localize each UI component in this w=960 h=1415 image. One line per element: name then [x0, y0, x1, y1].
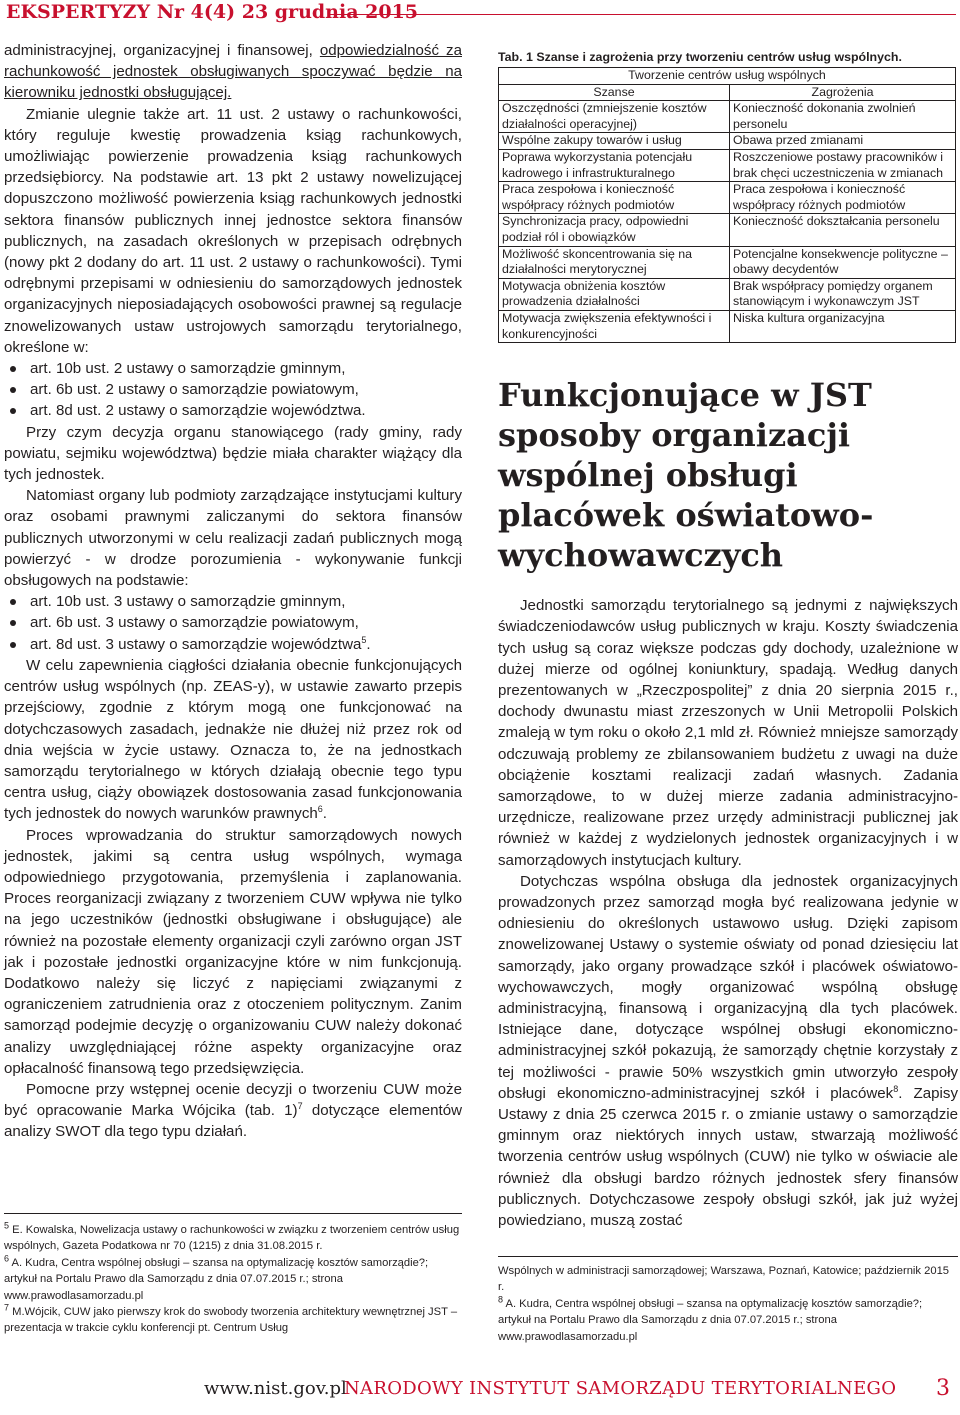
header-rule [330, 14, 956, 15]
swot-table [498, 67, 956, 343]
paragraph-5-text: W celu zapewnienia ciągłości działania obecnie funkcjonujących centrów usług wspólnych (np. ZEAS-y), w ustawie zawarto przepis przejściowy, zgodnie z którym mogą one funkcjonować na dotychczasowych zasadach, jednakże nie dłużej niż przez rok od dnia wejścia w życie ustawy. Oznacza to, że na jednostkach samorządu terytorialnego w których działają obecnie tego typu centra usług, ciąży obowiązek dostosowania zasad funkcjonowania tych jednostek do nowych warunków prawnych [4, 656, 462, 823]
paragraph-right-1: Jednostki samorządu terytorialnego są jednymi z największych świadczeniodawców usług publicznych w kraju. Koszty świadczenia tych usług są coraz większe podczas gdy dochody, uzależnione w dużej mierze od ogólnej koniunktury, spadają. Według danych prezentowanych w „Rzeczpospolitej” z dnia 20 sierpnia 2015 r., dochody dwunastu miast zrzeszonych w Unii Metropolii Polskich zmaleją w tym roku o około 2,1 mld zł. Również mniejsze samorządy odczuwają problemy ze zbilansowaniem budżetu z uwagi na duże obciążenie kosztami realizacji zadań własnych. Zadania samorządowe, to w dużej mierze zadania administracyjno-urzędnicze, realizowane przez urzędy administracji publicznej jak również w każdej z wydzielonych jednostek organizacyjnych i w samorządowych instytucjach kultury. [498, 597, 958, 869]
left-column [4, 40, 462, 1143]
table-row [499, 182, 956, 214]
paragraph-6: Proces wprowadzania do struktur samorządowych nowych jednostek, jakimi są centra usług wspólnych, wymaga odpowiedniego przygotowania, przemyślenia i zaplanowania. Proces reorganizacji związany z tworzeniem CUW wpływa nie tylko na jego uczestników (jednostki obsługiwane i obsługujące) ale również na pozostałe elementy organizacji czyli zarówno organ JST jak i pozostałe jednostki organizacyjne które w nim funkcjonują. Dodatkowo należy się liczyć z napięciami związanymi z ograniczeniem zatrudnienia oraz z otoczeniem politycznym. Zanim samorząd podejmie decyzję o organizowaniu CUW należy dokonać analizy uwzględniającej różne aspekty organizacyjne oraz opłacalność finansową tego przedsięwzięcia. [4, 826, 462, 1077]
footnote-number: 8 [498, 1294, 504, 1305]
list-item [8, 634, 462, 655]
table-column-header-row [499, 84, 956, 101]
footnote-number: 6 [4, 1253, 10, 1264]
footnote-text: E. Kowalska, Nowelizacja ustawy o rachunkowości w związku z tworzeniem centrów usług wspólnych, Gazeta Podatkowa nr 70 (1215) z dnia 31.08.2015 r. [4, 1224, 460, 1253]
table-row [499, 310, 956, 342]
table-cell: Oszczędności (zmniejszenie kosztów działalności operacyjnej) [499, 101, 730, 133]
table-row [499, 278, 956, 310]
legal-basis-list-2 [4, 591, 462, 655]
table-cell: Motywacja obniżenia kosztów prowadzenia działalności [499, 278, 730, 310]
footer-url: www.nist.gov.pl [204, 1378, 347, 1399]
table-cell: Brak współpracy pomiędzy organem stanowiącym i wykonawczym JST [730, 278, 956, 310]
paragraph-4: Natomiast organy lub podmioty zarządzające instytucjami kultury oraz osobami prawnymi zaliczanymi do sektora finansów publicznych utworzonymi w celu realizacji zadań publicznych mogą powierzyć - w drodze porozumienia - wykonywanie funkcji obsługowych na podstawie: [4, 487, 462, 590]
footnote-text: A. Kudra, Centra wspólnej obsługi – szansa na optymalizację kosztów samorządie?; artykuł na Portalu Prawo dla Samorządu z dnia 07.07.2015 r.; strona www.prawodlasamorzadu.pl [4, 1256, 429, 1302]
table-cell: Konieczność dokształcania personelu [730, 214, 956, 246]
table-cell: Synchronizacja pracy, odpowiedni podział ról i obowiązków [499, 214, 730, 246]
footnote-ref: 8 [893, 1083, 899, 1094]
table-cell: Praca zespołowa i konieczność współpracy różnych podmiotów [499, 182, 730, 214]
table-row [499, 214, 956, 246]
table-cell: Poprawa wykorzystania potencjału kadrowego i infrastrukturalnego [499, 149, 730, 181]
footer-organization: NARODOWY INSTYTUT SAMORZĄDU TERYTORIALNEGO [344, 1378, 897, 1399]
paragraph-2: Zmianie ulegnie także art. 11 ust. 2 ustawy o rachunkowości, który reguluje kwestię prowadzenia ksiąg rachunkowych, umożliwiając powierzenie prowadzenia ksiąg rachunkowych przedsiębiorcy. Na podstawie art. 13 pkt 2 ustawy nowelizującej dopuszczono możliwość powierzenia ksiąg rachunkowych jednostki sektora finansów publicznych innej jednostce sektora finansów publicznych, na zasadach określonych w przepisach odrębnych (nowy pkt 2 dodany do art. 11 ust. 2 ustawy o rachunkowości). Tymi odrębnymi przepisami w odniesieniu do samorządowych jednostek organizacyjnych nieposiadających osobowości prawnej są regulacje znowelizowanych ustaw ustrojowych samorządu terytorialnego, określone w: [4, 105, 462, 356]
paragraph-right-2-end: . Zapisy Ustawy z dnia 25 czerwca 2015 r. o zmianie ustawy o samorządzie gminnym oraz niektórych innych ustaw, stwarzają możliwość tworzenia centrów usług wspólnych (CUW) nie tylko w oświacie ale również dla obsługi bardzo różnych jednostek sfery finansów publicznych. Dotychczasowe zespoły obsługi szkół, jak już wyżej powiedziano, muszą zostać [498, 1084, 958, 1229]
footnote-ref: 6 [317, 804, 323, 815]
paragraph-1-underlined: odpowiedzialność za rachunkowość jednostek obsługiwanych spoczywać będzie na kierowniku jednostki obsługującej. [4, 42, 462, 102]
table-cell: Możliwość skoncentrowania się na działalności merytorycznej [499, 246, 730, 278]
footnote-continuation: Wspólnych w administracji samorządowej; Warszawa, Poznań, Katowice; październik 2015 r. [498, 1265, 950, 1294]
paragraph-right-2-text: Dotychczas wspólna obsługa dla jednostek organizacyjnych prowadzonych przez samorząd mogła być realizowana jedynie w odniesieniu do określonych ustawowo usług. Dzięki zapisom znowelizowanej Ustawy o systemie oświaty od ponad dziesięciu lat samorządy, jako organy prowadzące szkół i placówek oświatowo-wychowawczych, mogły organizować wspólną obsługę administracyjną, finansową i organizacyjną dla tych placówek. Istniejące dane, dotyczące wspólnej obsługi ekonomiczno-administracyjnej szkół pokazują, że samorządy chętnie korzystały z tej możliwości - prawie 50% wszystkich gmin utworzyło zespoły obsługi ekonomiczno-administracyjnej szkół i placówek [498, 872, 958, 1102]
paragraph-7 [4, 1079, 462, 1143]
page-header [0, 0, 960, 28]
table-row [499, 101, 956, 133]
footnote [4, 1304, 462, 1337]
paragraph-7-text: Pomocne przy wstępnej ocenie decyzji o tworzeniu CUW może być opracowanie Marka Wójcika (tab. 1) [4, 1080, 462, 1120]
right-body [498, 595, 958, 1231]
table-row [499, 149, 956, 181]
section-heading: Funkcjonujące w JST sposoby organizacji wspólnej obsługi placówek oświatowo-wychowawczych [498, 376, 874, 575]
table-cell: Motywacja zwiększenia efektywności i konkurencyjności [499, 310, 730, 342]
table-row [499, 246, 956, 278]
footnote [498, 1296, 958, 1345]
table-row [499, 133, 956, 150]
paragraph-1-text: administracyjnej, organizacyjnej i finansowej, [4, 42, 320, 59]
journal-title: EKSPERTYZY Nr 4(4) 23 grudnia 2015 [6, 1, 419, 23]
paragraph-3: Przy czym decyzja organu stanowiącego (rady gminy, rady powiatu, sejmiku województwa) będzie miała charakter wiążący dla tych jednostek. [4, 423, 462, 484]
list-item: art. 6b ust. 2 ustawy o samorządzie powiatowym, [8, 379, 462, 400]
table-cell: Roszczeniowe postawy pracowników i brak chęci uczestniczenia w zmianach [730, 149, 956, 181]
footnote-number: 5 [4, 1220, 10, 1231]
legal-basis-list-1 [4, 358, 462, 422]
table-caption: Tab. 1 Szanse i zagrożenia przy tworzeniu centrów usług wspólnych. [498, 50, 902, 64]
table-cell: Obawa przed zmianami [730, 133, 956, 150]
paragraph-5 [4, 655, 462, 825]
table-cell: Konieczność dokonania zwolnień personelu [730, 101, 956, 133]
footnote [4, 1255, 462, 1304]
paragraph-right-2 [498, 871, 958, 1231]
list-item: art. 10b ust. 3 ustawy o samorządzie gminnym, [8, 591, 462, 612]
list-item: art. 10b ust. 2 ustawy o samorządzie gminnym, [8, 358, 462, 379]
list-item: art. 8d ust. 2 ustawy o samorządzie województwa. [8, 400, 462, 421]
column-header-opportunities: Szanse [499, 84, 730, 101]
table-header-row [499, 68, 956, 85]
table-header: Tworzenie centrów usług wspólnych [499, 68, 956, 85]
table-cell: Wspólne zakupy towarów i usług [499, 133, 730, 150]
list-item-end: . [366, 635, 371, 653]
footnote-ref: 5 [361, 634, 367, 645]
paragraph-5-end: . [322, 805, 327, 823]
footnote-number: 7 [4, 1302, 10, 1313]
footnote-ref: 7 [297, 1101, 303, 1112]
list-item-text: art. 8d ust. 3 ustawy o samorządzie województwa [30, 635, 362, 653]
footnote-text: A. Kudra, Centra wspólnej obsługi – szansa na optymalizację kosztów samorządie?; artykuł na Portalu Prawo dla Samorządu z dnia 07.07.2015 r.; strona www.prawodlasamorzadu.pl [498, 1297, 923, 1343]
paragraph-7-end: dotyczące elementów analizy SWOT dla tego typu działań. [4, 1102, 463, 1141]
column-header-threats: Zagrożenia [730, 84, 956, 101]
right-column [498, 50, 958, 1231]
table-cell: Praca zespołowa i konieczność współpracy różnych podmiotów [730, 182, 956, 214]
list-item: art. 6b ust. 3 ustawy o samorządzie powiatowym, [8, 612, 462, 633]
footnote-text: M.Wójcik, CUW jako pierwszy krok do swobody tworzenia architektury wewnętrznej JST – prezentacja w trakcie cyklu konferencji pt. Centrum Usług [4, 1306, 458, 1335]
footnote [4, 1222, 462, 1255]
page-number: 3 [936, 1376, 950, 1401]
table-cell: Potencjalne konsekwencje polityczne – obawy decydentów [730, 246, 956, 278]
table-cell: Niska kultura organizacyjna [730, 310, 956, 342]
paragraph-1 [4, 40, 462, 104]
page-footer [0, 1378, 960, 1408]
footnotes-right [498, 1256, 958, 1345]
footnotes-left [4, 1213, 462, 1337]
